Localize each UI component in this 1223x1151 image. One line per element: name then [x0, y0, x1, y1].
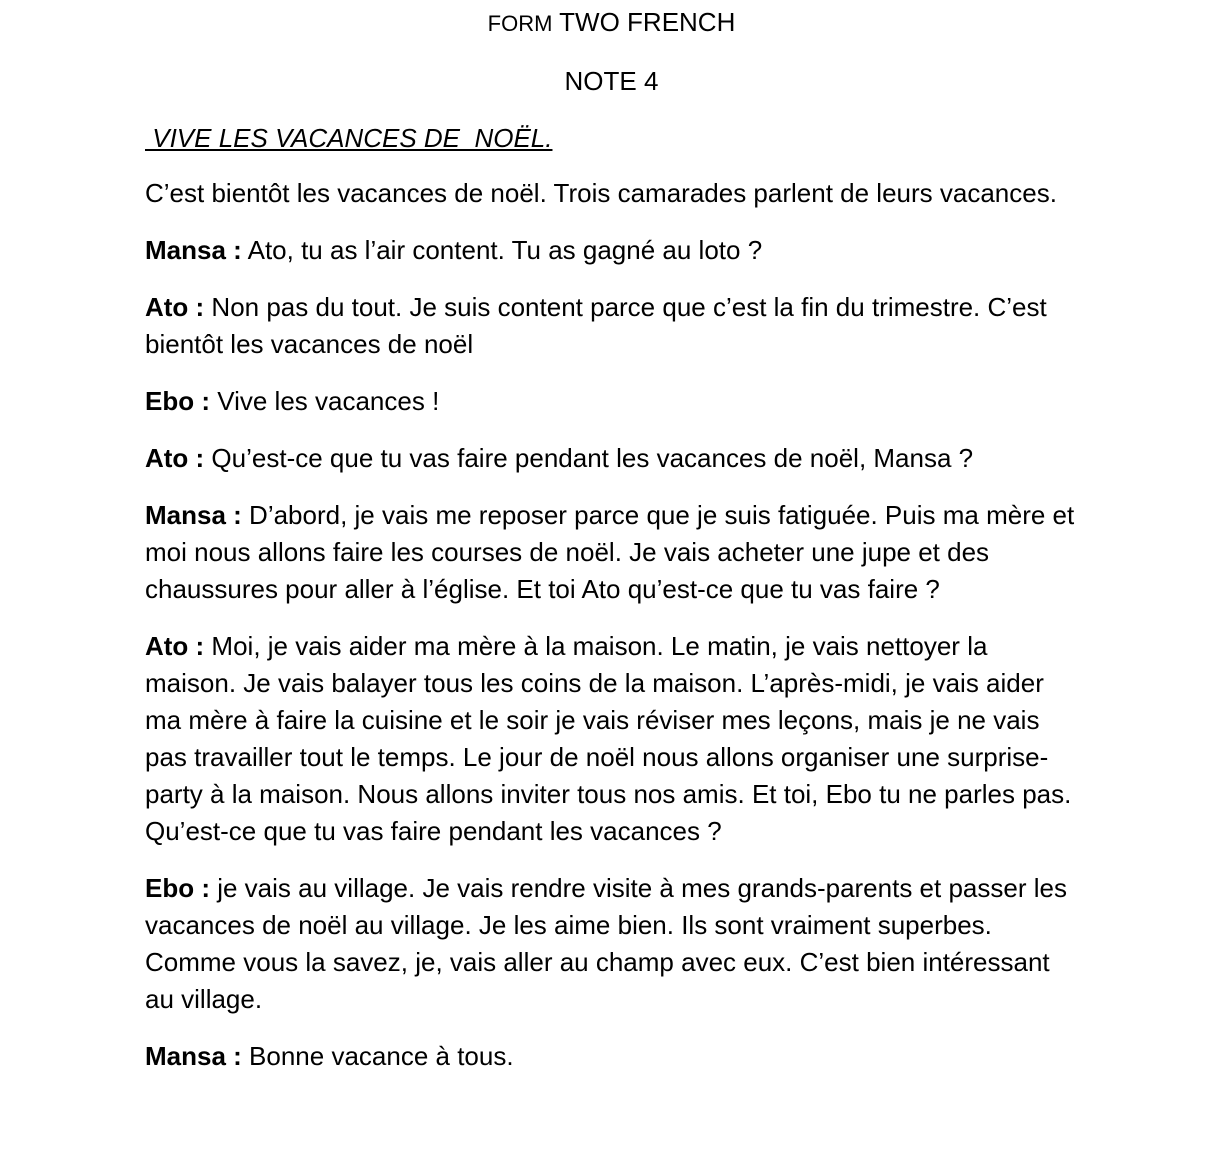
dialogue-text: Moi, je vais aider ma mère à la maison. Le matin, je vais nettoyer la maison. Je vais balayer tous les coins de la maison. L’après-midi, je vais aider ma mère à faire la cuisine et le soir je vais réviser mes leçons, mais je ne vais pas travailler tout le temps. Le jour de noël nous allons organiser une surprise-party à la maison. Nous allons inviter tous nos amis. Et toi, Ebo tu ne parles pas. Qu’est-ce que tu vas faire pendant les vacances ? — [145, 631, 1072, 846]
dialogue-line — [145, 440, 1085, 477]
form-title-prefix: FORM — [487, 11, 553, 36]
document-body — [145, 122, 1085, 1095]
speaker-name: Mansa : — [145, 1041, 242, 1071]
speaker-name: Ato : — [145, 631, 205, 661]
speaker-name: Mansa : — [145, 500, 242, 530]
dialogue-line — [145, 232, 1085, 269]
dialogue-line — [145, 289, 1085, 363]
speaker-name: Ebo : — [145, 386, 210, 416]
form-title — [0, 7, 1223, 39]
dialogue-line — [145, 628, 1085, 850]
dialogue-line — [145, 383, 1085, 420]
dialogue-text: Vive les vacances ! — [210, 386, 440, 416]
note-number: NOTE 4 — [564, 66, 659, 96]
dialogue-text: Ato, tu as l’air content. Tu as gagné au loto ? — [241, 235, 763, 265]
dialogue-line — [145, 1038, 1085, 1075]
dialogue-text: je vais au village. Je vais rendre visite à mes grands-parents et passer les vacances de noël au village. Je les aime bien. Ils sont vraiment superbes. Comme vous la savez, je, vais aller au champ avec eux. C’est bien intéressant au village. — [145, 873, 1067, 1014]
dialogue-text: Bonne vacance à tous. — [241, 1041, 514, 1071]
speaker-name: Ato : — [145, 292, 205, 322]
document-title: VIVE LES VACANCES DE NOËL. — [145, 123, 553, 153]
speaker-name: Mansa : — [145, 235, 242, 265]
dialogue-text: Qu’est-ce que tu vas faire pendant les vacances de noël, Mansa ? — [204, 443, 974, 473]
speaker-name: Ato : — [145, 443, 205, 473]
dialogue-text: Non pas du tout. Je suis content parce que c’est la fin du trimestre. C’est bientôt les vacances de noël — [145, 292, 1047, 359]
intro-paragraph: C’est bientôt les vacances de noël. Trois camarades parlent de leurs vacances. — [145, 178, 1057, 208]
speaker-name: Ebo : — [145, 873, 210, 903]
dialogue-line — [145, 497, 1085, 608]
dialogue-text: D’abord, je vais me reposer parce que je suis fatiguée. Puis ma mère et moi nous allons faire les courses de noël. Je vais acheter une jupe et des chaussures pour aller à l’église. Et toi Ato qu’est-ce que tu vas faire ? — [145, 500, 1075, 604]
form-title-suffix: TWO FRENCH — [552, 7, 736, 37]
dialogue-line — [145, 870, 1085, 1018]
